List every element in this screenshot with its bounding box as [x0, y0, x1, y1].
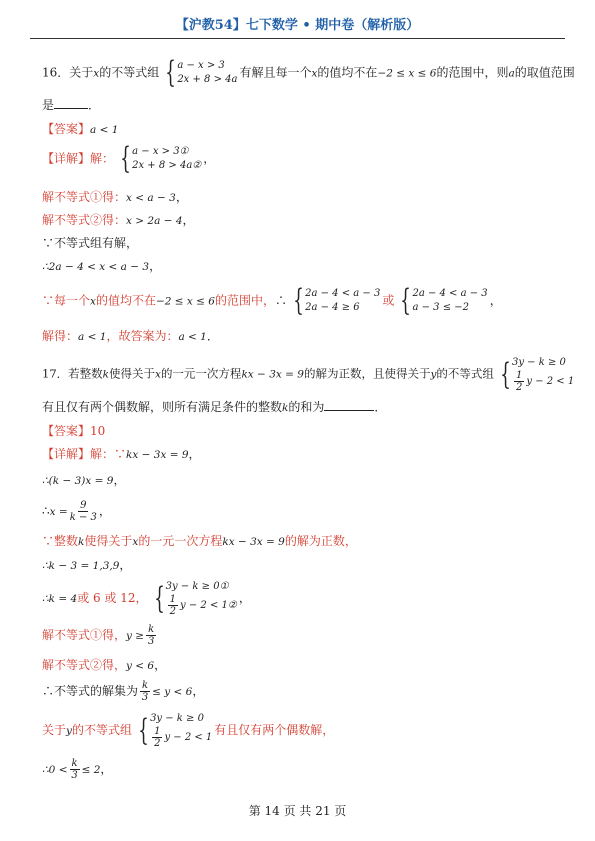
text: 的取值范围 — [514, 65, 575, 80]
math: k — [78, 536, 85, 548]
text: ∴ — [275, 293, 288, 308]
text: 17．若整数 — [42, 366, 103, 381]
detail-label: 【详解】 — [42, 151, 91, 166]
math: x > 2a − 4 — [126, 215, 183, 227]
answer-label: 【答案】 — [42, 424, 91, 438]
row: a − 3 ≤ −2 — [412, 302, 469, 313]
text: 的值均不在 — [95, 293, 156, 308]
answer-blank — [324, 410, 374, 411]
text: 的范围中， — [214, 293, 275, 308]
text: 的一元一次方程 — [160, 366, 242, 381]
system: { 2a − 4 < a − 3 2a − 4 ≥ 6 — [293, 283, 381, 318]
row: 2a − 4 < a − 3 — [305, 288, 381, 299]
system: { 3y − k ≥ 0 $\frac{1}{2}$ y − 2 < 1 — [138, 712, 213, 749]
math: x = — [49, 506, 68, 518]
num: 1 — [515, 370, 523, 381]
row: 3y − k ≥ 0① — [165, 581, 229, 592]
text: ， — [203, 151, 216, 166]
row: 2a − 4 ≥ 6 — [305, 302, 360, 313]
detail-label: 【详解】 — [42, 447, 91, 461]
system: { a − x > 3① 2x + 8 > 4a② — [120, 141, 202, 176]
math: ≤ y < 6 — [152, 686, 193, 698]
math: ∴k − 3 = 1,3,9 — [42, 560, 120, 572]
den: 3 — [141, 692, 149, 703]
q17-d5 — [42, 556, 131, 573]
q17-d9 — [42, 680, 204, 703]
text: y − 2 < 1 — [164, 732, 213, 743]
q17-answer — [42, 422, 105, 439]
text: 16．关于 — [42, 65, 94, 80]
q17-d10 — [42, 712, 334, 749]
text: ． — [88, 98, 101, 112]
math: a — [508, 67, 515, 80]
math: a < 1 — [178, 331, 207, 343]
math: kx − 3x = 9 — [241, 368, 304, 381]
text: ，故答案为： — [106, 329, 179, 343]
num: k — [71, 758, 78, 769]
q16-step-3 — [42, 234, 138, 251]
text: 的不等式组 — [99, 65, 160, 80]
q17-d2 — [42, 471, 125, 488]
text: ， — [489, 293, 502, 308]
math: y — [66, 725, 72, 737]
den: k − 3 — [69, 512, 97, 523]
text: 有且仅有两个偶数解，则所有满足条件的整数 — [42, 400, 283, 414]
text: 解不等式②得， — [42, 658, 127, 672]
text: ∴ — [42, 504, 50, 518]
math: ∴0 < — [42, 764, 68, 776]
q16-step-2 — [42, 211, 195, 228]
row: 2a − 4 < a − 3 — [412, 288, 488, 299]
q16-step-5 — [42, 283, 502, 318]
text: 使得关于 — [84, 534, 133, 548]
q16-step-1 — [42, 188, 188, 205]
q17-d3 — [42, 500, 111, 523]
text: 的和为 — [288, 400, 325, 414]
text: 解不等式①得， — [42, 628, 127, 642]
text: 解：∵ — [90, 447, 127, 461]
text: ， — [238, 591, 251, 605]
text: 使得关于 — [109, 366, 156, 381]
text: ． — [374, 400, 387, 414]
den: 2 — [169, 606, 177, 617]
math: y — [430, 368, 437, 381]
answer-blank — [54, 108, 88, 109]
answer-value: a < 1 — [90, 124, 119, 136]
q16-answer — [42, 120, 118, 137]
math: x — [132, 536, 139, 548]
math: y ≥ — [126, 630, 145, 642]
text: 解不等式①得： — [42, 190, 127, 204]
text: y − 2 < 1② — [180, 600, 237, 611]
text: 解： — [90, 151, 115, 166]
text: 的不等式组 — [436, 366, 494, 381]
text: 或 6 或 12， — [77, 591, 148, 605]
num: k — [148, 624, 155, 635]
den: 3 — [147, 636, 155, 647]
text: 的解为正数， — [284, 534, 357, 548]
row: a − x > 3① — [132, 146, 189, 157]
math: kx − 3x = 9 — [222, 536, 285, 548]
math: ∴(k − 3)x = 9 — [42, 475, 114, 487]
text: ， — [182, 213, 195, 227]
text: 或 — [382, 293, 395, 308]
text: 解不等式②得： — [42, 213, 127, 227]
q17-d7 — [42, 624, 158, 647]
system: { a − x > 3 2x + 8 > 4a — [165, 55, 238, 90]
text: 有解且每一个 — [239, 65, 312, 80]
num: 1 — [169, 594, 177, 605]
q17-d1 — [42, 445, 201, 462]
text: ∵不等式组有解， — [42, 236, 139, 250]
text: ∵整数 — [42, 534, 79, 548]
math: k — [282, 402, 289, 414]
q16-stem-2 — [42, 96, 100, 113]
page-header: 【沪教54】七下数学 • 期中卷（解析版） — [175, 18, 420, 33]
q17-stem-2 — [42, 398, 386, 415]
text: 有且仅有两个偶数解， — [214, 723, 335, 737]
answer-label: 【答案】 — [42, 122, 91, 136]
math: −2 ≤ x ≤ 6 — [377, 67, 437, 80]
text: ， — [98, 504, 111, 518]
math: x < a − 3 — [126, 192, 176, 204]
math: ∴k = 4 — [42, 593, 78, 605]
header-rule — [30, 38, 565, 39]
text: ， — [149, 259, 162, 273]
text: 的范围中，则 — [436, 65, 509, 80]
math: ∴2a − 4 < x < a − 3 — [42, 261, 150, 273]
math: k — [102, 368, 110, 381]
text: 解得： — [42, 329, 79, 343]
text: 的解为正数，且使得关于 — [303, 366, 431, 381]
text: 的一元一次方程 — [138, 534, 223, 548]
text: ， — [100, 762, 113, 776]
q16-stem — [42, 55, 575, 90]
text: ∴不等式的解集为 — [42, 684, 139, 698]
num: k — [142, 680, 149, 691]
row: 3y − k ≥ 0 — [511, 357, 566, 368]
q16-step-4 — [42, 257, 161, 274]
math: ≤ 2 — [81, 764, 101, 776]
text: ， — [192, 684, 205, 698]
text: ∵每一个 — [42, 293, 91, 308]
den: 3 — [71, 770, 78, 781]
row — [512, 370, 574, 393]
text: ， — [188, 447, 201, 461]
math: y < 6 — [126, 660, 155, 672]
row: 2x + 8 > 4a — [177, 74, 238, 85]
text: ， — [175, 190, 188, 204]
math: kx − 3x = 9 — [126, 449, 189, 461]
row — [166, 594, 237, 617]
q17-stem — [42, 356, 576, 393]
math: x — [93, 67, 100, 80]
row: 2x + 8 > 4a② — [132, 160, 202, 171]
den: 2 — [154, 738, 161, 749]
num: 9 — [80, 500, 87, 511]
text: 的不等式组 — [71, 723, 132, 737]
math: x — [90, 295, 96, 308]
system: { 3y − k ≥ 0① $\frac{1}{2}$ y − 2 < 1② — [153, 580, 237, 617]
math: a < 1 — [78, 331, 107, 343]
text: 关于 — [42, 723, 67, 737]
answer-value: 10 — [90, 424, 106, 438]
q16-step-6 — [42, 327, 219, 344]
text: ． — [206, 329, 219, 343]
q16-detail — [42, 141, 216, 176]
text: ， — [119, 558, 132, 572]
text: ， — [154, 658, 167, 672]
math: x — [311, 67, 318, 80]
row: a − x > 3 — [177, 60, 225, 71]
num: 1 — [154, 726, 161, 737]
text: y − 2 < 1 — [526, 376, 575, 387]
text: 是 — [42, 98, 55, 112]
page-footer: 第 14 页 共 21 页 — [248, 804, 347, 818]
math: x — [155, 368, 161, 381]
q17-d6 — [42, 580, 251, 617]
text: ， — [113, 473, 126, 487]
q17-d4 — [42, 532, 357, 549]
row — [150, 726, 212, 749]
den: 2 — [515, 382, 523, 393]
row: 3y − k ≥ 0 — [150, 713, 204, 724]
math: −2 ≤ x ≤ 6 — [155, 295, 215, 308]
q17-d8 — [42, 656, 166, 673]
system: { 2a − 4 < a − 3 a − 3 ≤ −2 — [400, 283, 488, 318]
text: 的值均不在 — [317, 65, 378, 80]
system: { 3y − k ≥ 0 $\frac{1}{2}$ y − 2 < 1 — [500, 356, 575, 393]
q17-d11 — [42, 758, 112, 781]
